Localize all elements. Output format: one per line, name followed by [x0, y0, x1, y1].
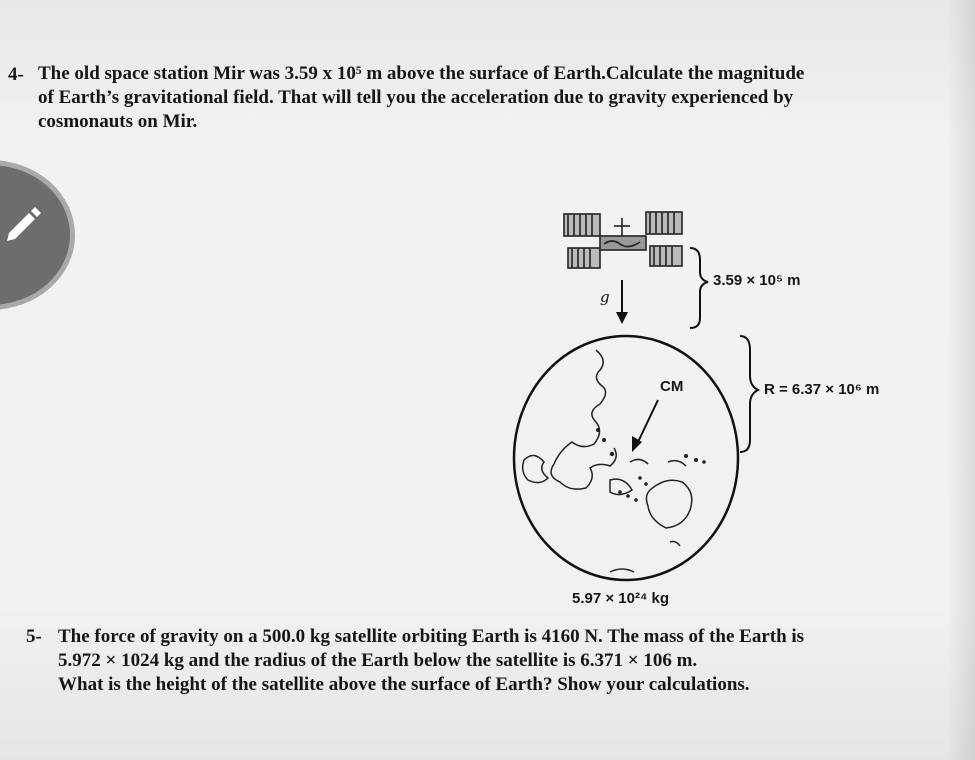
question-4-number: 4-: [8, 64, 24, 85]
cm-arrow: [638, 400, 658, 442]
cm-label: CM: [660, 378, 684, 395]
radius-label: R = 6.37 × 10⁶ m: [764, 381, 880, 398]
question-4-line-2: of Earth’s gravitational field. That will tell you the acceleration due to gravity experienced by: [38, 87, 794, 108]
pencil-icon: [5, 203, 45, 243]
question-4-line-1: The old space station Mir was 3.59 x 10⁵ m above the surface of Earth.Calculate the magnitude: [38, 63, 805, 84]
question-5-text: [58, 625, 804, 697]
page-edge-shadow: [947, 0, 975, 760]
question-5-line-1: The force of gravity on a 500.0 kg satellite orbiting Earth is 4160 N. The mass of the Earth is: [58, 626, 805, 647]
g-label: g: [600, 288, 610, 306]
gravity-arrowhead: [616, 312, 628, 324]
radius-brace: [740, 336, 758, 452]
question-4-line-3: cosmonauts on Mir.: [38, 111, 198, 132]
space-station-icon: [564, 212, 682, 268]
question-5-line-2: 5.972 × 1024 kg and the radius of the Earth below the satellite is 6.371 × 106 m.: [58, 650, 698, 671]
altitude-brace: [690, 248, 708, 328]
altitude-label: 3.59 × 10⁵ m: [713, 272, 801, 289]
question-5-line-3: What is the height of the satellite above the surface of Earth? Show your calculations.: [58, 674, 750, 695]
question-4-text: [38, 62, 804, 134]
question-5-number: 5-: [26, 626, 42, 647]
earth-outline: [514, 336, 738, 580]
earth-mass-label: 5.97 × 10²⁴ kg: [572, 590, 670, 607]
